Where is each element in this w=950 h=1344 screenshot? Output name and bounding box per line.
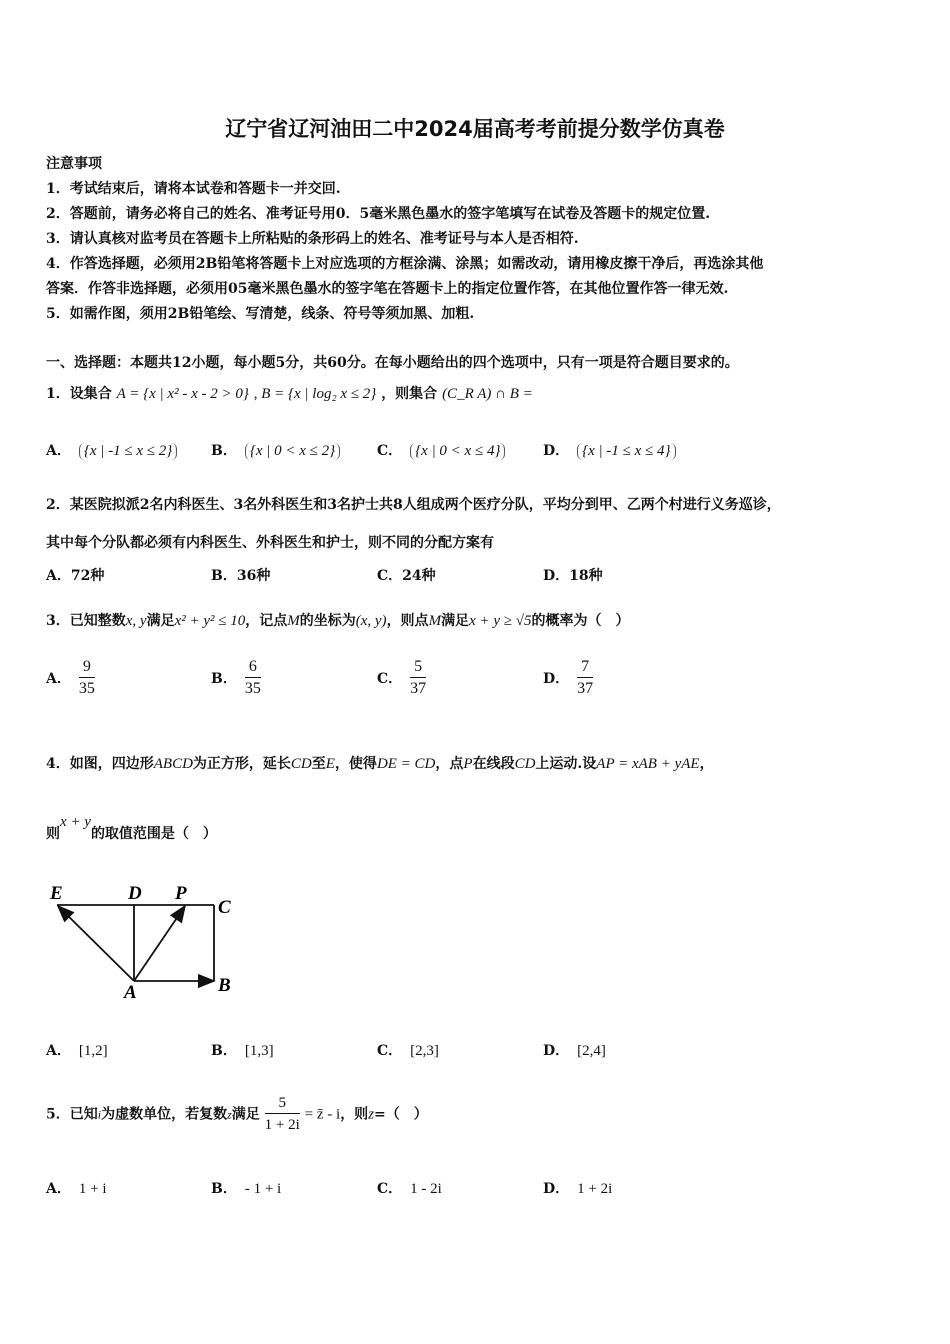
q2-line-2: 其中每个分队都必须有内科医生、外科医生和护士，则不同的分配方案有	[46, 535, 494, 551]
q3-option-b[interactable]: B． $\frac{6}{35}$	[211, 658, 261, 697]
q2-option-c[interactable]: C．24种	[377, 568, 436, 584]
notice-item-4-cont: 答案．作答非选择题，必须用05毫米黑色墨水的签字笔在答题卡上的指定位置作答，在其他位置作答一律无效.	[46, 281, 729, 297]
q1-num: 1．设集合	[46, 386, 112, 402]
q2-option-d[interactable]: D．18种	[543, 568, 603, 584]
q5-option-a[interactable]: A． 1 + i	[46, 1181, 107, 1197]
q1-set-a: A = {x | x² - x - 2 > 0}	[116, 386, 249, 402]
q5-option-d[interactable]: D． 1 + 2i	[543, 1181, 613, 1197]
label-a: A	[124, 982, 137, 1000]
q1-option-a[interactable]: A． {x | -1 ≤ x ≤ 2}	[46, 440, 177, 460]
q3-option-d[interactable]: D． $\frac{7}{37}$	[543, 658, 594, 697]
section-heading: 一、选择题：本题共12小题，每小题5分，共60分。在每小题给出的四个选项中，只有一项是符合题目要求的。	[46, 355, 739, 371]
notice-item-2: 2．答题前，请务必将自己的姓名、准考证号用0．5毫米黑色墨水的签字笔填写在试卷及答题卡的规定位置.	[46, 206, 711, 222]
vector-ap	[134, 906, 185, 981]
question-5: 5．已知i为虚数单位，若复数z满足 $\frac{5}{1 + 2i}$ = z̄ - i，则z=（ ）	[46, 1095, 428, 1133]
q1-option-b[interactable]: B． {x | 0 < x ≤ 2}	[211, 440, 340, 460]
q3-option-c[interactable]: C． $\frac{5}{37}$	[377, 658, 427, 697]
question-1: 1．设集合 A = {x | x² - x - 2 > 0} , B = {x | log₂ x ≤ 2} ，则集合 (C_R A) ∩ B =	[46, 386, 533, 402]
label-p: P	[175, 883, 187, 904]
q1-option-d[interactable]: D． {x | -1 ≤ x ≤ 4}	[543, 440, 676, 460]
notice-item-4: 4．作答选择题，必须用2B铅笔将答题卡上对应选项的方框涂满、涂黑；如需改动，请用橡皮擦干净后，再选涂其他	[46, 256, 764, 272]
q3-option-a[interactable]: A． $\frac{9}{35}$	[46, 658, 95, 697]
q5-option-c[interactable]: C． 1 - 2i	[377, 1181, 442, 1197]
q4-option-a[interactable]: A． [1,2]	[46, 1043, 108, 1059]
q4-option-d[interactable]: D． [2,4]	[543, 1043, 606, 1059]
notice-heading: 注意事项	[46, 156, 102, 172]
q1-expr: (C_R A) ∩ B =	[442, 386, 533, 402]
label-e: E	[50, 883, 63, 904]
page-title: 辽宁省辽河油田二中2024届高考考前提分数学仿真卷	[225, 117, 725, 141]
vector-ae	[58, 906, 134, 981]
notice-item-1: 1．考试结束后，请将本试卷和答题卡一并交回.	[46, 181, 341, 197]
q1-option-c[interactable]: C． {x | 0 < x ≤ 4}	[377, 440, 505, 460]
q4-figure	[40, 875, 240, 1000]
question-4: 4．如图，四边形ABCD为正方形，延长CD至E，使得DE = CD，点P在线段CD上运动.设AP = xAB + yAE，	[46, 756, 714, 772]
q2-option-a[interactable]: A．72种	[46, 568, 105, 584]
q4-option-b[interactable]: B． [1,3]	[211, 1043, 274, 1059]
label-c: C	[218, 897, 231, 918]
notice-item-3: 3．请认真核对监考员在答题卡上所粘贴的条形码上的姓名、准考证号与本人是否相符.	[46, 231, 579, 247]
question-3: 3．已知整数x, y满足x² + y² ≤ 10，记点M的坐标为(x, y)，则点M满足x + y ≥ √5的概率为（ ）	[46, 613, 630, 629]
q2-line-1: 2．某医院拟派2名内科医生、3名外科医生和3名护士共8人组成两个医疗分队，平均分到甲、乙两个村进行义务巡诊，	[46, 497, 781, 513]
q2-option-b[interactable]: B．36种	[211, 568, 271, 584]
q1-ask: ，则集合	[381, 386, 438, 402]
label-d: D	[128, 883, 142, 904]
label-b: B	[218, 975, 231, 996]
q4-option-c[interactable]: C． [2,3]	[377, 1043, 439, 1059]
question-4-cont: 则x + y的取值范围是（ ）	[46, 814, 217, 842]
q5-option-b[interactable]: B． - 1 + i	[211, 1181, 282, 1197]
notice-item-5: 5．如需作图，须用2B铅笔绘、写清楚，线条、符号等须加黑、加粗.	[46, 306, 475, 322]
q1-set-b: B = {x | log₂ x ≤ 2}	[261, 386, 377, 402]
